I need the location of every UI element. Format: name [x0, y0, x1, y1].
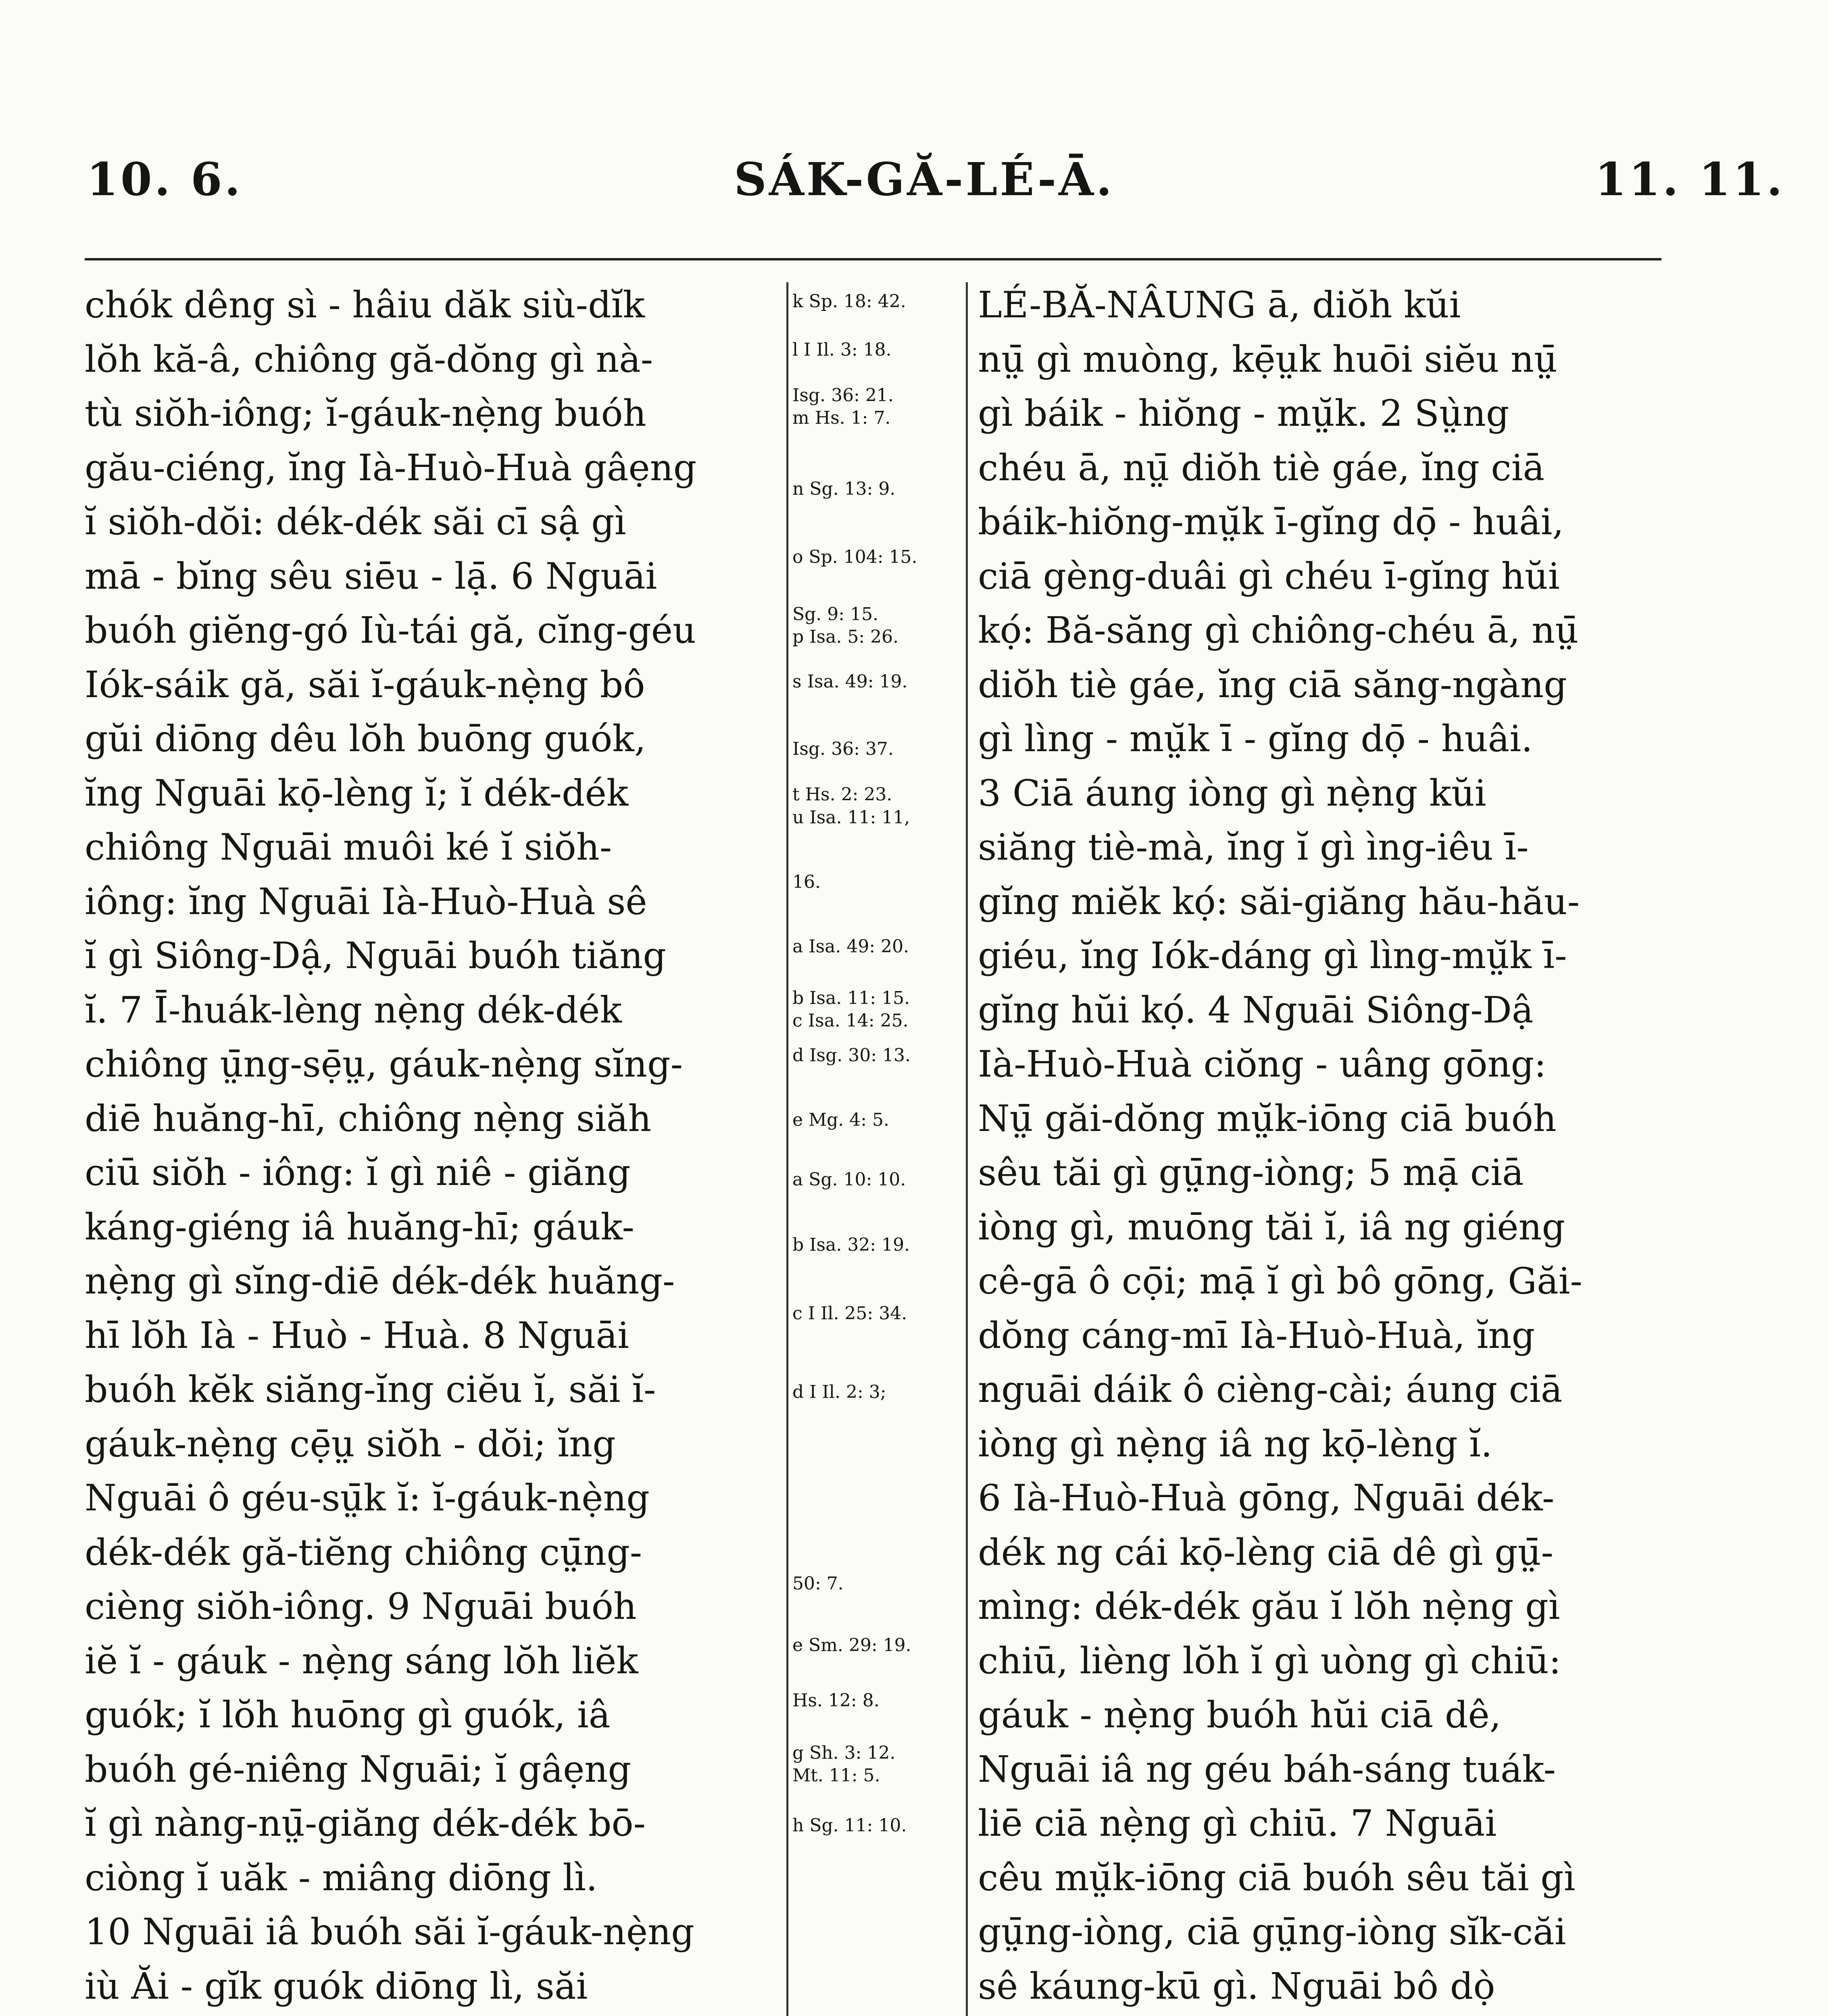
- text-line: [978, 2014, 1659, 2016]
- text-line: nṳ̄ gì muòng, kẹ̄ṳk huōi siĕu nṳ̄: [978, 338, 1557, 381]
- text-line: nẹ̀ng gì sĭng-diē dék-dék huăng-: [85, 1260, 675, 1302]
- text-line: cê-gā ô cọ̄i; mạ̄ ĭ gì bô gōng, Găi-: [978, 1260, 1582, 1302]
- text-line: báik-hiŏng-mṳ̆k ī-gĭng dọ̄ - huâi,: [978, 501, 1564, 543]
- text-line: mā - bĭng sêu siēu - lạ̄. 6 Nguāi: [85, 555, 657, 598]
- cross-reference: Isg. 36: 21.: [792, 385, 894, 406]
- cross-reference: e Mg. 4: 5.: [792, 1110, 890, 1130]
- text-line: tù siŏh-iông; ĭ-gáuk-nẹ̀ng buóh: [85, 392, 646, 435]
- cross-reference: Sg. 9: 15.: [792, 604, 879, 625]
- text-line: gṳ̄ng-iòng, ciā gṳ̄ng-iòng sĭk-căi: [978, 1911, 1566, 1953]
- right-text-column: [978, 278, 1659, 2016]
- text-line: Nṳ̄ găi-dŏng mṳ̆k-iōng ciā buóh: [978, 1097, 1557, 1140]
- cross-reference: p Isa. 5: 26.: [792, 627, 899, 647]
- text-line: gŭi diōng dêu lŏh buōng guók,: [85, 718, 646, 760]
- text-line: gáuk-nẹ̀ng cẹ̄ṳ siŏh - dŏi; ĭng: [85, 1422, 616, 1465]
- cross-reference: k Sp. 18: 42.: [792, 291, 906, 312]
- cross-reference: e Sm. 29: 19.: [792, 1635, 911, 1656]
- text-line: lŏh kă-â, chiông gă-dŏng gì nà-: [85, 338, 653, 381]
- cross-reference: c I Il. 25: 34.: [792, 1303, 907, 1324]
- cross-reference: l I Il. 3: 18.: [792, 339, 892, 360]
- text-line: chiông ṳ̄ng-sẹ̄ṳ, gáuk-nẹ̀ng sĭng-: [85, 1043, 683, 1085]
- column-divider-right: [966, 282, 968, 2016]
- text-line: chók dêng sì - hâiu dăk siù-dĭk: [85, 284, 645, 326]
- text-line: buóh gé-niêng Nguāi; ĭ gâẹng: [85, 1748, 632, 1791]
- cross-reference: t Hs. 2: 23.: [792, 784, 892, 805]
- header-right-verse-ref: 11. 11.: [1595, 153, 1785, 206]
- text-line: sê káung-kū gì. Nguāi bô dọ̀: [978, 1965, 1495, 2008]
- cross-reference: n Sg. 13: 9.: [792, 479, 896, 499]
- text-line: gì lìng - mṳ̆k ī - gĭng dọ̄ - huâi.: [978, 718, 1533, 760]
- text-line: iòng gì, muōng tăi ĭ, iâ ng giéng: [978, 1206, 1565, 1248]
- cross-reference: a Isa. 49: 20.: [792, 936, 909, 957]
- cross-reference: s Isa. 49: 19.: [792, 671, 908, 692]
- text-line: hī lŏh Ià - Huò - Huà. 8 Nguāi: [85, 1314, 629, 1357]
- column-divider-left: [786, 282, 788, 2016]
- text-line: ĭng Nguāi kọ̄-lèng ĭ; ĭ dék-dék: [85, 772, 629, 814]
- cross-reference: m Hs. 1: 7.: [792, 408, 891, 428]
- header-rule: [85, 258, 1661, 260]
- cross-reference: u Isa. 11: 11,: [792, 807, 910, 828]
- text-line: Iók-sáik gă, săi ĭ-gáuk-nẹ̀ng bô: [85, 663, 645, 706]
- text-line: cêu mṳ̆k-iōng ciā buóh sêu tăi gì: [978, 1856, 1576, 1899]
- text-line: dék ng cái kọ̄-lèng ciā dê gì gṳ̄-: [978, 1531, 1553, 1574]
- text-line: siăng tiè-mà, ĭng ĭ gì ìng-iêu ī-: [978, 826, 1529, 868]
- text-line: gĭng miĕk kọ́: săi-giăng hău-hău-: [978, 880, 1580, 923]
- header-left-verse-ref: 10. 6.: [87, 153, 243, 206]
- text-line: guók; ĭ lŏh huōng gì guók, iâ: [85, 1694, 611, 1736]
- text-line: ĭ. 7 Ī-huák-lèng nẹ̀ng dék-dék: [85, 989, 622, 1031]
- text-line: gău-ciéng, ĭng Ià-Huò-Huà gâẹng: [85, 446, 697, 489]
- text-line: diŏh tiè gáe, ĭng ciā săng-ngàng: [978, 663, 1567, 706]
- text-line: liē ciā nẹ̀ng gì chiū. 7 Nguāi: [978, 1802, 1497, 1845]
- text-line: cièng siŏh-iông. 9 Nguāi buóh: [85, 1585, 637, 1628]
- text-line: 10 Nguāi iâ buóh săi ĭ-gáuk-nẹ̀ng: [85, 1911, 694, 1953]
- text-line: 3 Ciā áung iòng gì nẹ̀ng kŭi: [978, 772, 1486, 814]
- text-line: [85, 2014, 750, 2016]
- text-line: buóh giĕng-gó Iù-tái gă, cĭng-géu: [85, 609, 696, 652]
- text-line: iòng gì nẹ̀ng iâ ng kọ̄-lèng ĭ.: [978, 1422, 1492, 1465]
- text-line: iù Ăi - gĭk guók diōng lì, săi: [85, 1965, 588, 2008]
- cross-reference: c Isa. 14: 25.: [792, 1010, 909, 1031]
- text-line: kọ́: Bă-săng gì chiông-chéu ā, nṳ̄: [978, 609, 1579, 652]
- left-text-column: [85, 278, 750, 2016]
- text-line: iĕ ĭ - gáuk - nẹ̀ng sáng lŏh liĕk: [85, 1639, 638, 1682]
- cross-reference: b Isa. 11: 15.: [792, 988, 910, 1008]
- cross-reference: Mt. 11: 5.: [792, 1765, 880, 1786]
- text-line: ciā gèng-duâi gì chéu ī-gĭng hŭi: [978, 555, 1560, 598]
- cross-reference: Isg. 36: 37.: [792, 739, 894, 759]
- text-line: Ià-Huò-Huà ciŏng - uâng gōng:: [978, 1043, 1547, 1085]
- text-line: sêu tăi gì gṳ̄ng-iòng; 5 mạ̄ ciā: [978, 1152, 1524, 1194]
- text-line: gì báik - hiŏng - mṳ̆k. 2 Sṳ̀ng: [978, 392, 1509, 435]
- text-line: chiông Nguāi muôi ké ĭ siŏh-: [85, 826, 612, 868]
- text-line: Nguāi ô géu-sṳ̄k ĭ: ĭ-gáuk-nẹ̀ng: [85, 1477, 650, 1519]
- cross-reference: g Sh. 3: 12.: [792, 1743, 896, 1763]
- text-line: ciū siŏh - iông: ĭ gì niê - giăng: [85, 1152, 631, 1194]
- header-book-title: SÁK-GĂ-LÉ-Ā.: [734, 153, 1115, 206]
- text-line: ĭ gì nàng-nṳ̄-giăng dék-dék bō-: [85, 1802, 646, 1845]
- text-line: Nguāi iâ ng géu báh-sáng tuák-: [978, 1748, 1556, 1791]
- text-line: giéu, ĭng Iók-dáng gì lìng-mṳ̆k ī-: [978, 935, 1567, 977]
- cross-reference: d Isg. 30: 13.: [792, 1045, 911, 1066]
- cross-reference: a Sg. 10: 10.: [792, 1169, 906, 1190]
- cross-reference: 16.: [792, 872, 821, 892]
- text-line: chéu ā, nṳ̄ diŏh tiè gáe, ĭng ciā: [978, 446, 1545, 489]
- cross-reference: b Isa. 32: 19.: [792, 1235, 910, 1255]
- text-line: dŏng cáng-mī Ià-Huò-Huà, ĭng: [978, 1314, 1535, 1357]
- text-line: káng-giéng iâ huăng-hī; gáuk-: [85, 1206, 634, 1248]
- text-line: gĭng hŭi kọ́. 4 Nguāi Siông-Dậ: [978, 989, 1534, 1031]
- text-line: gáuk - nẹ̀ng buóh hŭi ciā dê,: [978, 1694, 1501, 1736]
- text-line: ciòng ĭ uăk - miâng diōng lì.: [85, 1856, 598, 1899]
- text-line: diē huăng-hī, chiông nẹ̀ng siăh: [85, 1097, 652, 1140]
- text-line: mìng: dék-dék gău ĭ lŏh nẹ̀ng gì: [978, 1585, 1560, 1628]
- cross-reference: h Sg. 11: 10.: [792, 1815, 907, 1836]
- cross-reference: d I Il. 2: 3;: [792, 1382, 886, 1402]
- text-line: ĭ gì Siông-Dậ, Nguāi buóh tiăng: [85, 935, 666, 977]
- cross-reference: o Sp. 104: 15.: [792, 547, 917, 567]
- text-line: LÉ-BĂ-NÂUNG ā, diŏh kŭi: [978, 284, 1461, 326]
- text-line: ĭ siŏh-dŏi: dék-dék săi cī sậ gì: [85, 501, 626, 543]
- running-header: [0, 153, 1828, 246]
- cross-reference: 50: 7.: [792, 1573, 844, 1594]
- text-line: iông: ĭng Nguāi Ià-Huò-Huà sê: [85, 880, 647, 923]
- text-line: buóh kĕk siăng-ĭng ciĕu ĭ, săi ĭ-: [85, 1368, 656, 1411]
- cross-reference: Hs. 12: 8.: [792, 1690, 880, 1711]
- text-line: nguāi dáik ô cièng-cài; áung ciā: [978, 1368, 1563, 1411]
- text-line: 6 Ià-Huò-Huà gōng, Nguāi dék-: [978, 1477, 1555, 1519]
- text-line: chiū, lièng lŏh ĭ gì uòng gì chiū:: [978, 1639, 1561, 1682]
- text-line: dék-dék gă-tiĕng chiông cṳ̄ng-: [85, 1531, 642, 1574]
